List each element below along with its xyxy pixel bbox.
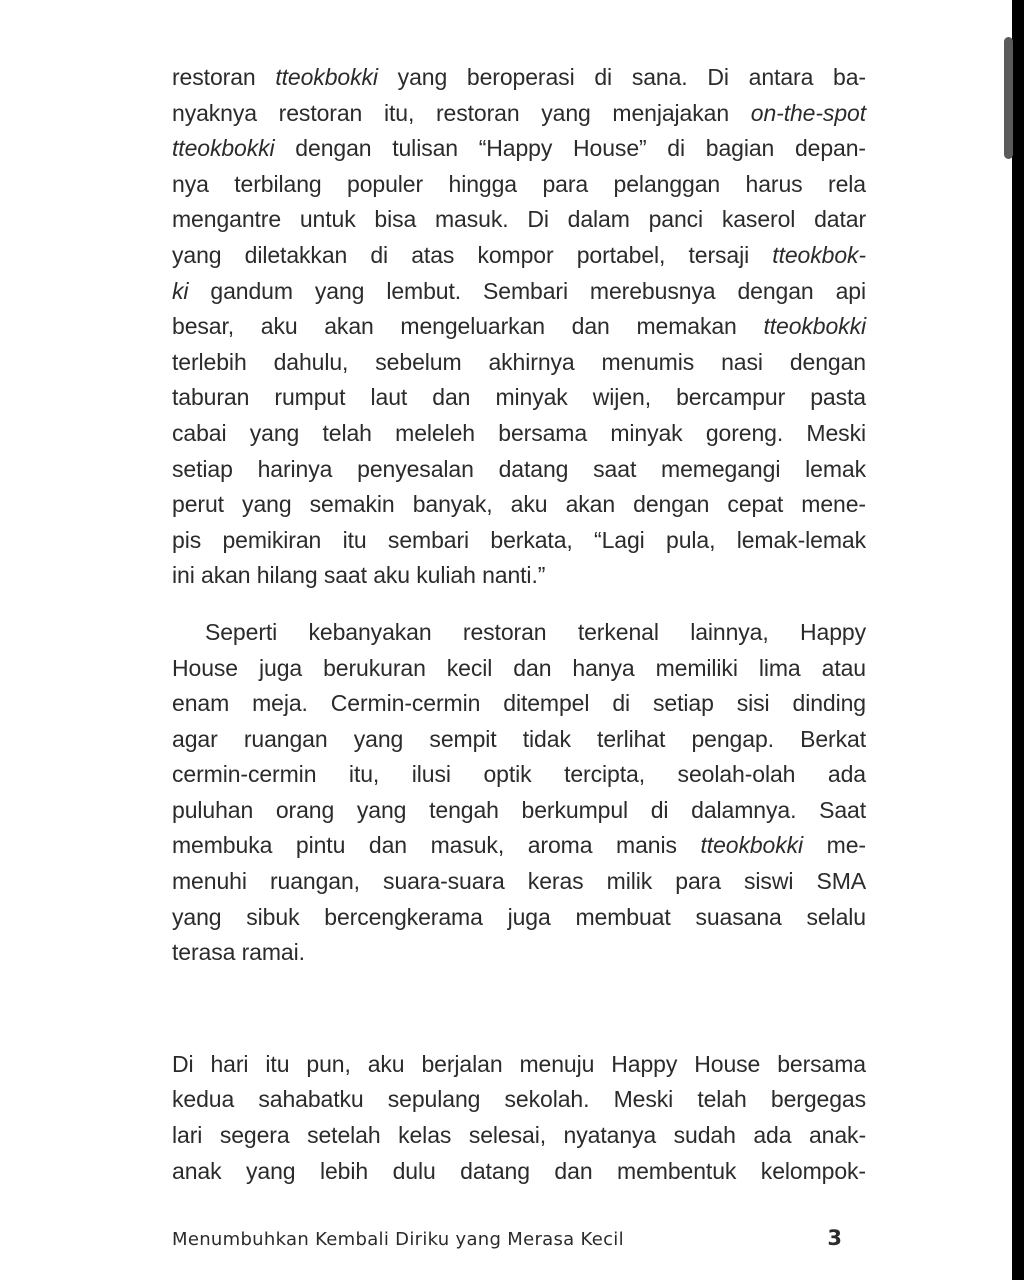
text-line: besar, aku akan mengeluarkan dan memakan tteokbokki <box>172 313 866 340</box>
text-line: yang diletakkan di atas kompor portabel, tersaji tteokbok- <box>172 241 866 268</box>
text-line: agar ruangan yang sempit tidak terlihat pengap. Berkat <box>172 725 866 752</box>
text-line: lari segera setelah kelas selesai, nyatanya sudah ada anak- <box>172 1122 866 1149</box>
text-line: anak yang lebih dulu datang dan membentuk kelompok- <box>172 1157 866 1184</box>
text-line: Di hari itu pun, aku berjalan menuju Happy House bersama <box>172 1050 866 1077</box>
text-line: terasa ramai. <box>172 939 305 966</box>
paragraph <box>172 615 866 971</box>
page-number: 3 <box>827 1226 842 1250</box>
text-line: cermin-cermin itu, ilusi optik tercipta, seolah-olah ada <box>172 761 866 788</box>
text-line: Seperti kebanyakan restoran terkenal lainnya, Happy <box>205 618 866 645</box>
text-line: setiap harinya penyesalan datang saat memegangi lemak <box>172 455 866 482</box>
text-line: pis pemikiran itu sembari berkata, “Lagi pula, lemak-lemak <box>172 526 866 553</box>
paragraph <box>172 60 866 594</box>
app-edge-strip <box>1012 0 1024 1280</box>
scrollbar-thumb[interactable] <box>1004 37 1013 159</box>
text-line: ki gandum yang lembut. Sembari merebusnya dengan api <box>172 277 866 304</box>
page-text <box>172 60 866 1189</box>
text-line: enam meja. Cermin-cermin ditempel di setiap sisi dinding <box>172 690 866 717</box>
text-line: ini akan hilang saat aku kuliah nanti.” <box>172 562 546 589</box>
text-line: yang sibuk bercengkerama juga membuat suasana selalu <box>172 903 866 930</box>
text-line: menuhi ruangan, suara-suara keras milik para siswi SMA <box>172 868 866 895</box>
text-line: House juga berukuran kecil dan hanya memiliki lima atau <box>172 654 866 681</box>
text-line: taburan rumput laut dan minyak wijen, bercampur pasta <box>172 384 866 411</box>
text-line: restoran tteokbokki yang beroperasi di sana. Di antara ba- <box>172 64 866 90</box>
paragraph <box>172 1047 866 1189</box>
text-line: membuka pintu dan masuk, aroma manis tteokbokki me- <box>172 832 866 859</box>
text-line: tteokbokki dengan tulisan “Happy House” di bagian depan- <box>172 135 866 162</box>
text-line: perut yang semakin banyak, aku akan dengan cepat mene- <box>172 491 866 518</box>
text-line: terlebih dahulu, sebelum akhirnya menumis nasi dengan <box>172 348 866 375</box>
text-line: cabai yang telah meleleh bersama minyak goreng. Meski <box>172 419 866 446</box>
text-line: nya terbilang populer hingga para pelanggan harus rela <box>172 170 866 197</box>
page-footer <box>172 1226 866 1250</box>
text-line: mengantre untuk bisa masuk. Di dalam panci kaserol datar <box>172 206 866 233</box>
text-line: nyaknya restoran itu, restoran yang menjajakan on-the-spot <box>172 99 866 126</box>
running-title: Menumbuhkan Kembali Diriku yang Merasa Kecil <box>172 1229 624 1250</box>
text-line: kedua sahabatku sepulang sekolah. Meski telah bergegas <box>172 1086 866 1113</box>
text-line: puluhan orang yang tengah berkumpul di dalamnya. Saat <box>172 796 866 823</box>
